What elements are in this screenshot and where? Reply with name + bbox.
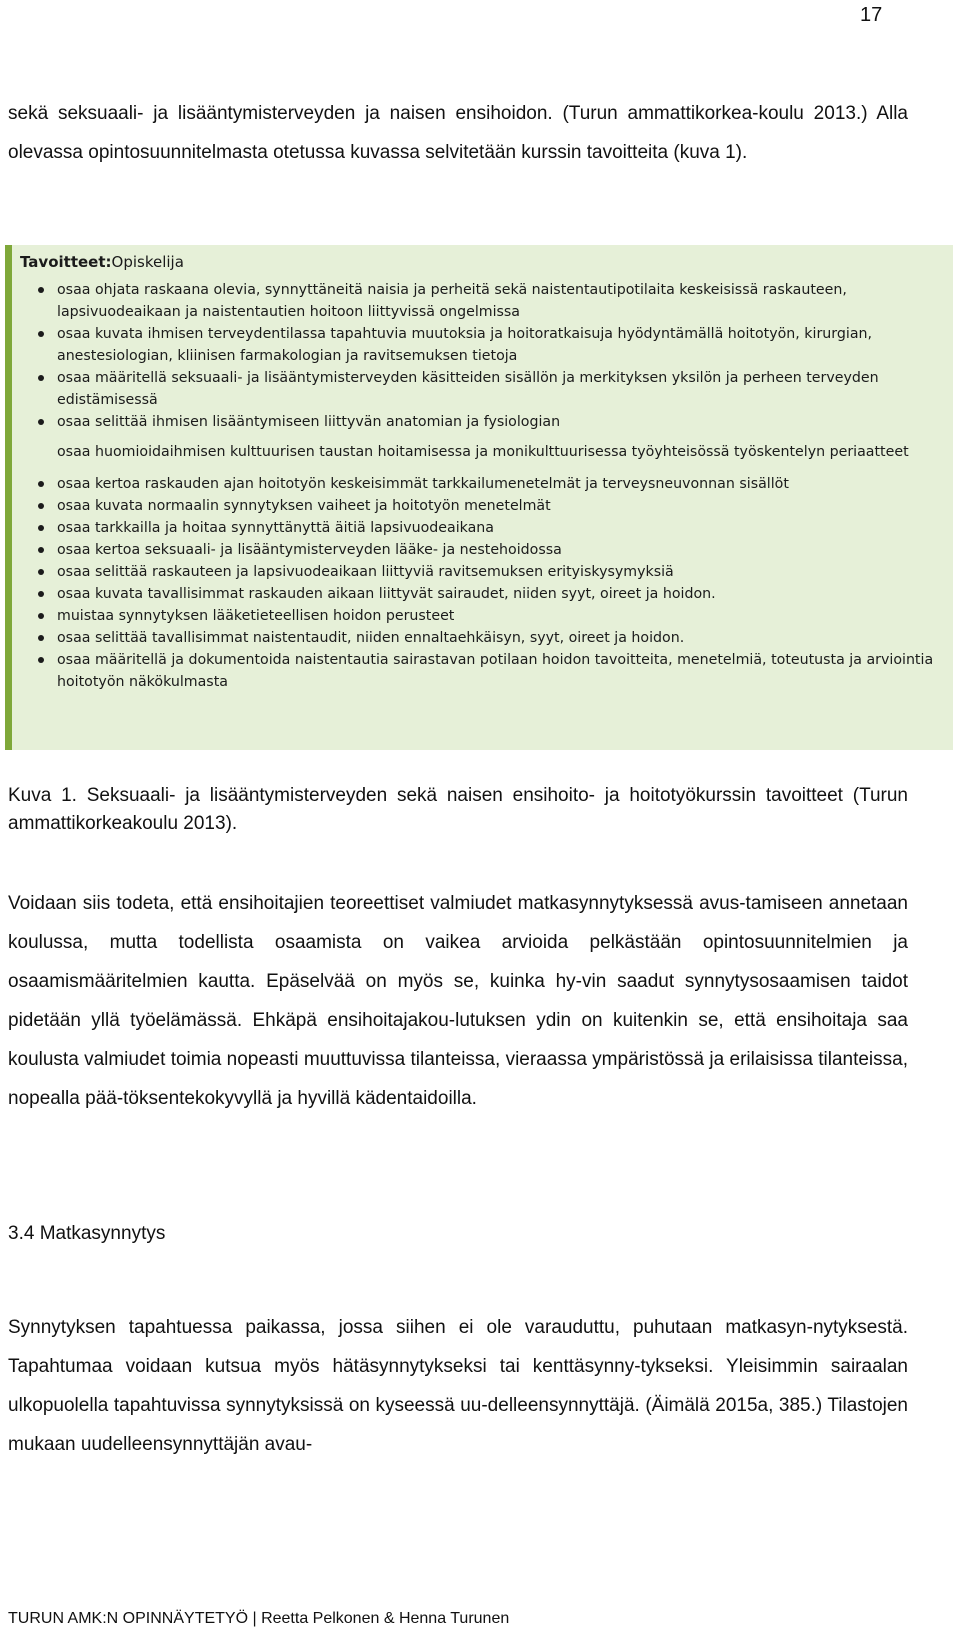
goal-item: osaa selittää tavallisimmat naistentaudit, niiden ennaltaehkäisyn, syyt, oireet ja hoidon. <box>5 627 953 649</box>
goal-item: osaa selittää ihmisen lisääntymiseen liittyvän anatomian ja fysiologian <box>5 411 953 433</box>
goal-item: osaa kertoa seksuaali- ja lisääntymisterveyden lääke- ja nestehoidossa <box>5 539 953 561</box>
goal-item: osaa tarkkailla ja hoitaa synnyttänyttä äitiä lapsivuodeaikana <box>5 517 953 539</box>
goal-item: osaa kuvata normaalin synnytyksen vaiheet ja hoitotyön menetelmät <box>5 495 953 517</box>
goal-item: osaa kuvata ihmisen terveydentilassa tapahtuvia muutoksia ja hoitoratkaisuja hyödyntämällä hoitotyön, kirurgian, anestesiologian, kliinisen farmakologian ja ravitsemuksen tietoja <box>5 323 953 367</box>
page-footer: TURUN AMK:N OPINNÄYTETYÖ | Reetta Pelkonen & Henna Turunen <box>8 1610 510 1627</box>
figure-title <box>20 253 184 271</box>
figure-title-rest: Opiskelija <box>111 253 184 271</box>
intro-paragraph: sekä seksuaali- ja lisääntymisterveyden ja naisen ensihoidon. (Turun ammattikorkea-koulu 2013.) Alla olevassa opintosuunnitelmasta otetussa kuvassa selvitetään kurssin tavoitteita (kuva 1). <box>8 103 908 163</box>
body-paragraph-2: Synnytyksen tapahtuessa paikassa, jossa siihen ei ole varauduttu, puhutaan matkasyn-nytyksestä. Tapahtumaa voidaan kutsua myös hätäsynnytykseksi tai kenttäsynny-tykseksi. Yleisimmin sairaalan ulkopuolella tapahtuvissa synnytyksissä on kyseessä uu-delleensynnyttäjä. (Äimälä 2015a, 385.) Tilastojen mukaan uudelleensynnyttäjän avau- <box>8 1317 908 1455</box>
section-heading: 3.4 Matkasynnytys <box>8 1223 166 1244</box>
goal-item: osaa selittää raskauteen ja lapsivuodeaikaan liittyviä ravitsemuksen erityiskysymyksiä <box>5 561 953 583</box>
figure-caption: Kuva 1. Seksuaali- ja lisääntymisterveyden sekä naisen ensihoito- ja hoitotyökurssin tavoitteet (Turun ammattikorkeakoulu 2013). <box>8 785 908 834</box>
page-number: 17 <box>860 4 883 26</box>
body-paragraph-1: Voidaan siis todeta, että ensihoitajien teoreettiset valmiudet matkasynnytyksessä avus-tamiseen annetaan koulussa, mutta todellista osaamista on vaikea arvioida pelkästään opintosuunnitelmien ja osaamismääritelmien kautta. Epäselvää on myös se, kuinka hy-vin saadut synnytysosaamisen taidot pidetään yllä työelämässä. Ehkäpä ensihoitajakou-lutuksen ydin on kuitenkin se, että ensihoitaja saa koulusta valmiudet toimia nopeasti muuttuvissa tilanteissa, vieraassa ympäristössä ja erilaisissa tilanteissa, nopealla pää-töksentekokyvyllä ja hyvillä kädentaidoilla. <box>8 893 908 1109</box>
goal-item: osaa määritellä seksuaali- ja lisääntymisterveyden käsitteiden sisällön ja merkityksen yksilön ja perheen terveyden edistämisessä <box>5 367 953 411</box>
goal-item: osaa ohjata raskaana olevia, synnyttäneitä naisia ja perheitä sekä naistentautipotilaita keskeisissä raskauteen, lapsivuodeaikaan ja naistentautien hoitoon liittyvissä ongelmissa <box>5 279 953 323</box>
goal-item: osaa kuvata tavallisimmat raskauden aikaan liittyvät sairaudet, niiden syyt, oireet ja hoidon. <box>5 583 953 605</box>
goal-item: muistaa synnytyksen lääketieteellisen hoidon perusteet <box>5 605 953 627</box>
goal-item: osaa kertoa raskauden ajan hoitotyön keskeisimmät tarkkailumenetelmät ja terveysneuvonnan sisällöt <box>5 473 953 495</box>
goals-list <box>5 279 953 693</box>
course-goals-figure <box>5 245 953 750</box>
figure-title-bold: Tavoitteet: <box>20 253 112 271</box>
goal-item: osaa määritellä ja dokumentoida naistentautia sairastavan potilaan hoidon tavoitteita, menetelmiä, toteutusta ja arviointia hoitotyön näkökulmasta <box>5 649 953 693</box>
goal-item: osaa huomioidaihmisen kulttuurisen taustan hoitamisessa ja monikulttuurisessa työyhteisössä työskentelyn periaatteet <box>57 444 909 460</box>
